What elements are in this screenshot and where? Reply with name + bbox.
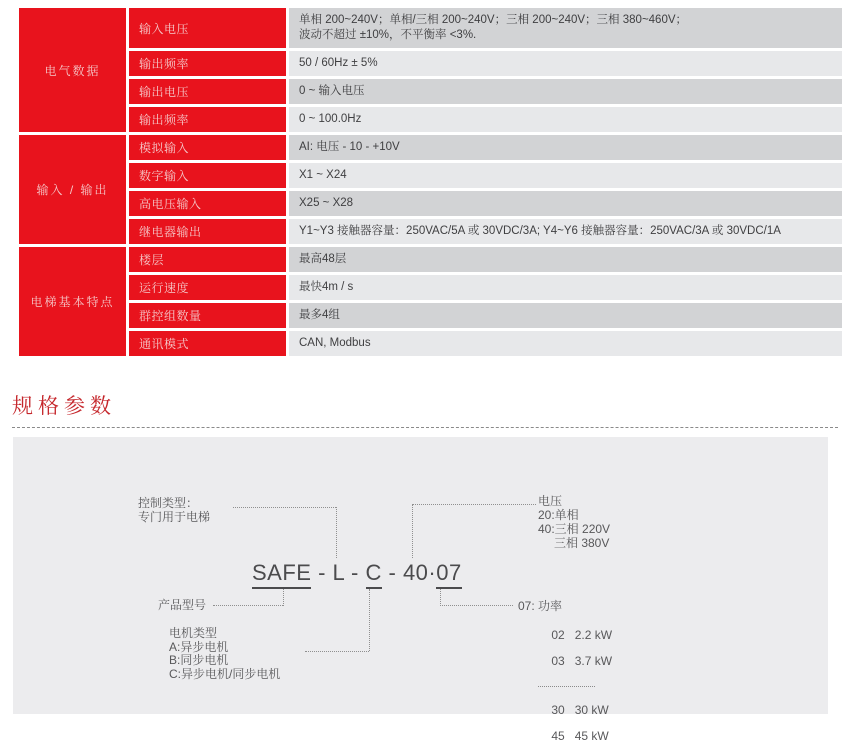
value-line: Y1~Y3 接触器容量：250VAC/5A 或 30VDC/3A; Y4~Y6 接触器容量：250VAC/3A 或 30VDC/1A (299, 225, 781, 237)
leader-line (233, 507, 336, 508)
model-part-power: 07 (436, 560, 461, 589)
value-line: AI: 电压 - 10 - +10V (299, 141, 400, 153)
param-cell: 通讯模式 (129, 331, 286, 356)
motor-type-opt3: C:异步电机/同步电机 (169, 666, 281, 681)
value-cell (289, 79, 842, 104)
param-cell: 模拟输入 (129, 135, 286, 160)
param-cell: 楼层 (129, 247, 286, 272)
power-opt2: 03 3.7 kW (551, 654, 613, 668)
leader-line (440, 605, 513, 606)
value-line: X25 ~ X28 (299, 197, 354, 209)
spec-table-wrap (16, 5, 845, 359)
power-ellipsis-dots (538, 686, 595, 687)
control-type-line2: 专门用于电梯 (138, 510, 211, 524)
model-part-motor: C (366, 560, 382, 589)
param-cell: 输出频率 (129, 51, 286, 76)
value-line: 0 ~ 输入电压 (299, 85, 365, 97)
param-cell: 输出频率 (129, 107, 286, 132)
value-cell (289, 163, 842, 188)
power-opt1: 02 2.2 kW (551, 628, 613, 642)
value-cell (289, 135, 842, 160)
value-cell (289, 51, 842, 76)
category-cell: 电气数据 (19, 8, 126, 132)
value-line: 0 ~ 100.0Hz (299, 113, 362, 125)
model-part-sep1: - L - (311, 560, 366, 585)
value-cell (289, 191, 842, 216)
dashed-divider (12, 427, 838, 428)
motor-type-opt2: B:同步电机 (169, 653, 229, 667)
value-line: CAN, Modbus (299, 337, 371, 349)
param-cell: 输入电压 (129, 8, 286, 48)
value-line: 最多4组 (299, 309, 340, 321)
value-line: 单相 200~240V；单相/三相 200~240V；三相 200~240V；三相 380~460V； (299, 14, 688, 26)
motor-type-opt1: A:异步电机 (169, 639, 229, 654)
value-cell (289, 107, 842, 132)
product-model-text: 产品型号 (158, 598, 207, 612)
control-type-line1: 控制类型： (138, 496, 199, 510)
model-part-sep2: - 40· (381, 560, 437, 585)
value-line: 50 / 60Hz ± 5% (299, 57, 378, 69)
param-cell: 数字输入 (129, 163, 286, 188)
spec-table (16, 5, 845, 359)
power-title (518, 599, 562, 613)
motor-type-title: 电机类型 (169, 626, 218, 640)
category-cell: 电梯基本特点 (19, 247, 126, 356)
param-cell: 高电压输入 (129, 191, 286, 216)
power-opt4: 45 45 kW (551, 729, 609, 743)
value-line: 最高48层 (299, 253, 347, 265)
voltage-opt1: 20:单相 (538, 508, 579, 522)
motor-type-label (169, 627, 280, 681)
leader-line (369, 589, 370, 651)
leader-line (440, 589, 441, 606)
value-cell (289, 303, 842, 328)
power-options (538, 616, 612, 756)
leader-line (336, 507, 337, 558)
voltage-opt3: 三相 380V (554, 536, 610, 550)
param-cell: 继电器输出 (129, 219, 286, 244)
leader-line (412, 504, 413, 558)
voltage-label (538, 494, 610, 550)
model-code (252, 560, 462, 586)
power-opt3: 30 30 kW (551, 703, 609, 717)
model-part-series: SAFE (252, 560, 311, 589)
control-type-label (138, 496, 210, 524)
voltage-opt2: 40:三相 220V (538, 522, 611, 536)
section-heading: 规格参数 (12, 394, 116, 418)
leader-line (412, 504, 536, 505)
value-line: 最快4m / s (299, 281, 354, 293)
value-cell (289, 331, 842, 356)
param-cell: 输出电压 (129, 79, 286, 104)
product-model-label (158, 598, 206, 612)
leader-line (305, 651, 369, 652)
value-line: 波动不超过 ±10%，不平衡率 <3%. (299, 29, 477, 41)
value-cell (289, 247, 842, 272)
value-cell (289, 275, 842, 300)
voltage-title: 电压 (538, 494, 563, 508)
param-cell: 群控组数量 (129, 303, 286, 328)
power-title-text: 07: 功率 (518, 599, 563, 613)
category-cell: 输入 / 输出 (19, 135, 126, 244)
param-cell: 运行速度 (129, 275, 286, 300)
value-cell (289, 219, 842, 244)
value-cell (289, 8, 842, 48)
value-line: X1 ~ X24 (299, 169, 347, 181)
leader-line (213, 605, 283, 606)
leader-line (283, 589, 284, 606)
